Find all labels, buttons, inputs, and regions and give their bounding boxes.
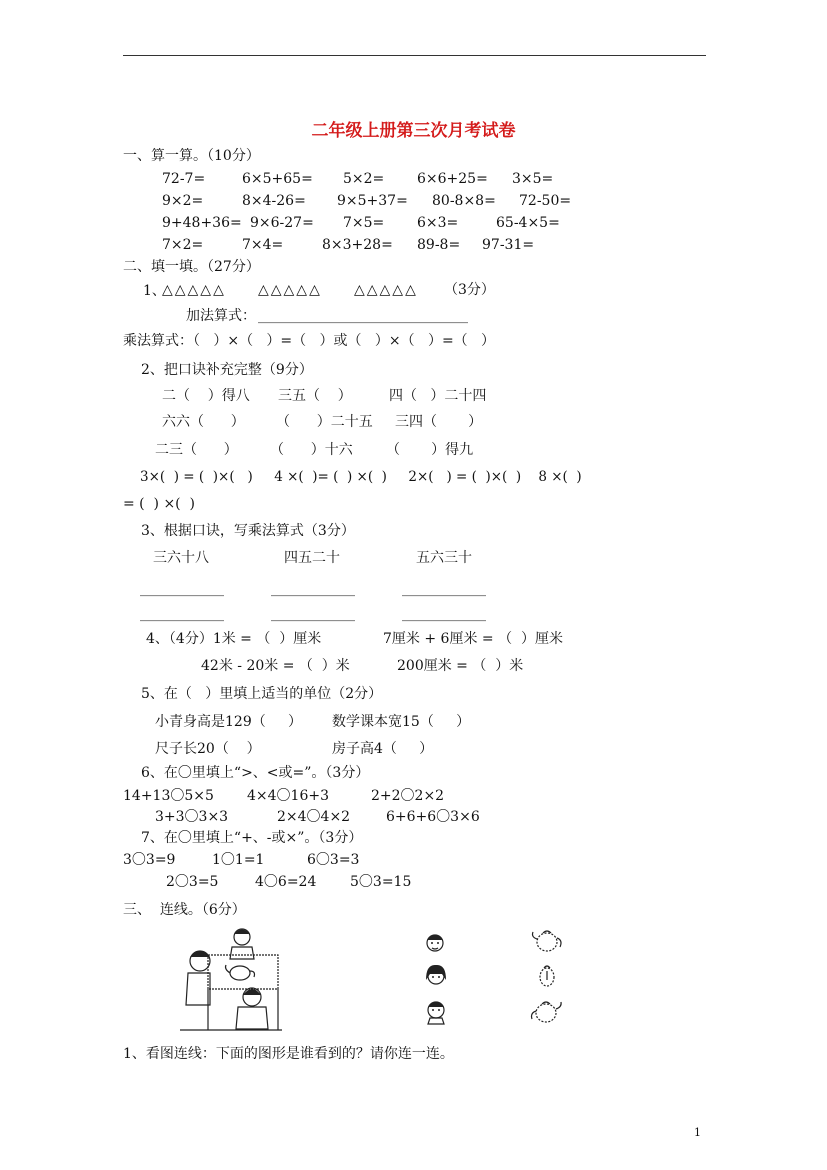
verse: 五六三十 bbox=[416, 550, 472, 566]
operator-item: 4〇6=24 bbox=[255, 874, 317, 890]
operator-item: 6〇3=3 bbox=[307, 852, 360, 868]
problem: 7×2= bbox=[162, 237, 204, 253]
q4-line: 4、（4分）1米 = （ ）厘米 bbox=[146, 631, 322, 647]
compare-item: 3+3〇3×3 bbox=[155, 809, 229, 825]
answer-blank: ____________ bbox=[140, 581, 224, 597]
section-1-heading: 一、算一算。（10分） bbox=[123, 148, 260, 164]
problem: 8×3+28= bbox=[322, 237, 393, 253]
operator-item: 1〇1=1 bbox=[212, 852, 265, 868]
problem: 9+48+36= bbox=[162, 215, 242, 231]
problem: 89-8= bbox=[417, 237, 461, 253]
verse: （ ）得九 bbox=[386, 442, 474, 458]
verse: （ ）二十五 bbox=[276, 414, 373, 430]
problem: 5×2= bbox=[343, 171, 385, 187]
q5-item: 尺子长20（ ） bbox=[155, 741, 261, 757]
problem: 8×4-26= bbox=[242, 193, 306, 209]
connect-caption: 1、看图连线：下面的图形是谁看到的？请你连一连。 bbox=[123, 1046, 454, 1062]
problem: 72-7= bbox=[162, 171, 206, 187]
teapot-side-view-icon bbox=[530, 925, 564, 955]
verse: （ ）十六 bbox=[270, 442, 353, 458]
verse: 三五（ ） bbox=[278, 388, 352, 404]
add-label: 加法算式： bbox=[186, 308, 256, 324]
problem: 9×5+37= bbox=[337, 193, 408, 209]
verse: 二三（ ） bbox=[155, 442, 238, 458]
problem: 3×5= bbox=[512, 171, 554, 187]
triangle-group: △△△△△ bbox=[162, 282, 226, 298]
top-rule bbox=[123, 55, 706, 56]
q4-line: 42米 - 20米 = （ ）米 bbox=[201, 658, 350, 674]
operator-item: 3〇3=9 bbox=[123, 852, 176, 868]
girl-face-icon bbox=[424, 962, 448, 990]
operator-item: 5〇3=15 bbox=[350, 874, 412, 890]
verse: 四（ ）二十四 bbox=[389, 388, 487, 404]
problem: 97-31= bbox=[482, 237, 535, 253]
compare-item: 14+13〇5×5 bbox=[123, 788, 214, 804]
q1-label: 1、 bbox=[143, 283, 166, 299]
answer-blank: ____________ bbox=[402, 606, 486, 622]
problem: 80-8×8= bbox=[432, 193, 496, 209]
problem: 9×6-27= bbox=[250, 215, 314, 231]
compare-item: 2+2〇2×2 bbox=[371, 788, 445, 804]
verse: 六六（ ） bbox=[162, 414, 245, 430]
child-face-icon bbox=[424, 997, 448, 1025]
verse: 四五二十 bbox=[284, 550, 340, 566]
problem: 7×4= bbox=[242, 237, 284, 253]
boy-face-icon bbox=[424, 930, 446, 956]
page-title: 二年级上册第三次月考试卷 bbox=[311, 121, 516, 141]
q4-line: 200厘米 = （ ）米 bbox=[397, 658, 524, 674]
teapot-other-side-view-icon bbox=[528, 997, 564, 1027]
scene-illustration bbox=[180, 925, 282, 1032]
q4-line: 7厘米 + 6厘米 = （ ）厘米 bbox=[383, 631, 563, 647]
problem: 6×5+65= bbox=[242, 171, 313, 187]
q6-heading: 6、在〇里填上“>、<或=”。（3分） bbox=[141, 765, 370, 781]
page-number: 1 bbox=[694, 1126, 701, 1139]
q5-item: 房子高4（ ） bbox=[332, 741, 434, 757]
answer-blank: ______________________________ bbox=[258, 308, 468, 324]
operator-item: 2〇3=5 bbox=[166, 874, 219, 890]
triangle-group: △△△△△ bbox=[258, 282, 322, 298]
q2-heading: 2、把口诀补充完整（9分） bbox=[141, 362, 313, 378]
compare-item: 6+6+6〇3×6 bbox=[386, 809, 480, 825]
verse: 二（ ）得八 bbox=[162, 388, 250, 404]
compare-item: 2×4〇4×2 bbox=[277, 809, 351, 825]
q3-heading: 3、根据口诀，写乘法算式（3分） bbox=[141, 523, 355, 539]
answer-blank: ____________ bbox=[402, 581, 486, 597]
section-2-heading: 二、填一填。（27分） bbox=[123, 259, 260, 275]
equation-line: = ( ) ×( ) bbox=[123, 496, 196, 512]
answer-blank: ____________ bbox=[140, 606, 224, 622]
compare-item: 4×4〇16+3 bbox=[247, 788, 329, 804]
verse: 三四（ ） bbox=[395, 414, 483, 430]
problem: 65-4×5= bbox=[496, 215, 560, 231]
problem: 6×6+25= bbox=[417, 171, 488, 187]
section-3-heading: 三、 连线。（6分） bbox=[123, 902, 246, 918]
equation-line: 3×( ) = ( )×( ) 4 ×( )= ( ) ×( ) 2×( ) = ( )×( ) 8 ×( ) bbox=[140, 469, 582, 485]
q5-heading: 5、在（ ）里填上适当的单位（2分） bbox=[141, 686, 383, 702]
triangle-group: △△△△△ bbox=[354, 282, 418, 298]
q7-heading: 7、在〇里填上“+、-或×”。（3分） bbox=[141, 830, 363, 846]
teapot-front-view-icon bbox=[536, 962, 558, 990]
q1-score: （3分） bbox=[444, 282, 495, 298]
verse: 三六十八 bbox=[153, 550, 209, 566]
problem: 72-50= bbox=[519, 193, 572, 209]
answer-blank: ____________ bbox=[271, 581, 355, 597]
problem: 7×5= bbox=[343, 215, 385, 231]
mul-line: 乘法算式：（ ）×（ ）=（ ）或（ ）×（ ）=（ ） bbox=[123, 333, 496, 349]
answer-blank: ____________ bbox=[271, 606, 355, 622]
q5-item: 数学课本宽15（ ） bbox=[332, 714, 471, 730]
q5-item: 小青身高是129（ ） bbox=[155, 714, 302, 730]
problem: 9×2= bbox=[162, 193, 204, 209]
problem: 6×3= bbox=[417, 215, 459, 231]
